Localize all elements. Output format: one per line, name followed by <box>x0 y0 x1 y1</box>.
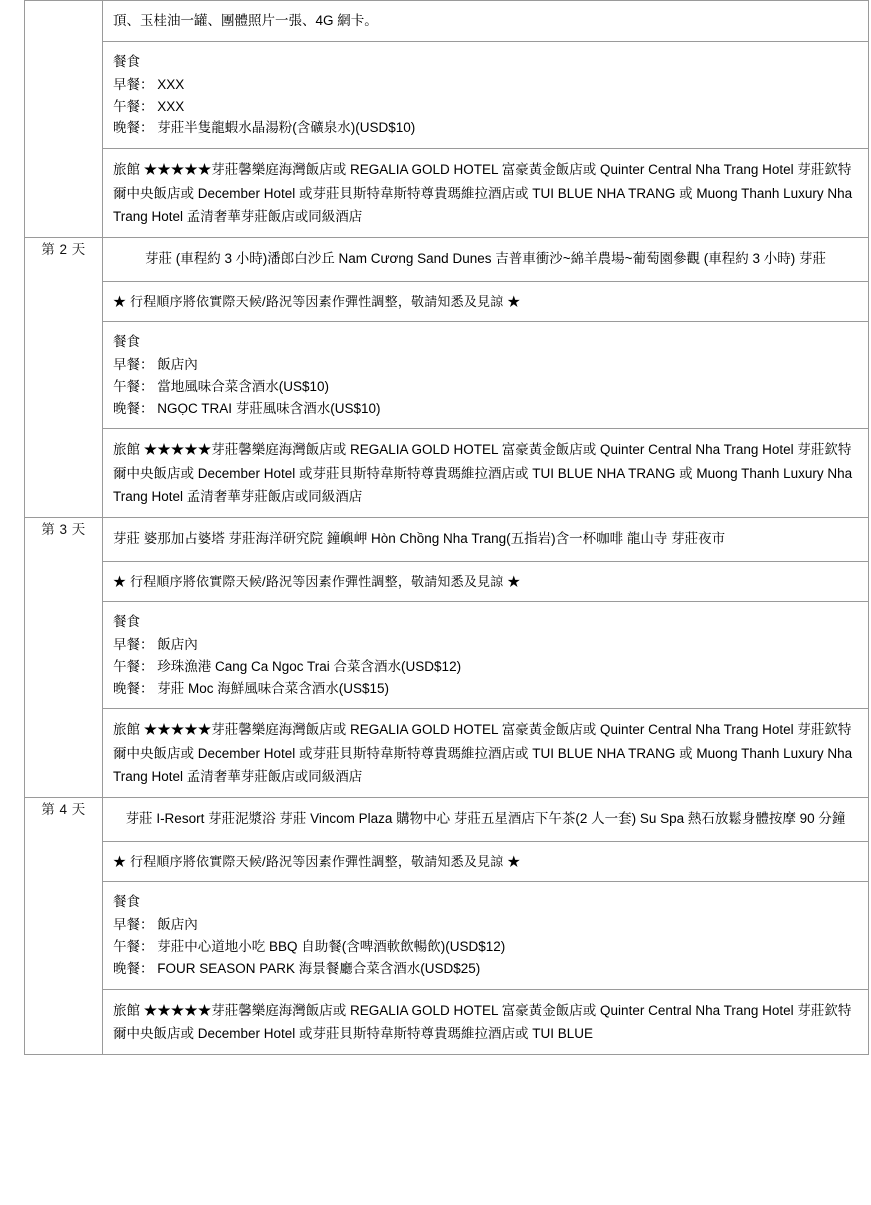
meal-lunch: 午餐： XXX <box>113 98 185 114</box>
continuation-text: 頂、玉桂油一罐、團體照片一張、4G 網卡。 <box>103 1 868 42</box>
day-content-cell <box>103 237 869 517</box>
meal-lunch: 午餐： 芽莊中心道地小吃 BBQ 自助餐(含啤酒軟飲暢飲)(USD$12) <box>113 938 506 954</box>
meal-breakfast: 早餐： 飯店內 <box>113 636 198 652</box>
flexibility-note: ★ 行程順序將依實際天候/路況等因素作彈性調整，敬請知悉及見諒 ★ <box>103 842 868 882</box>
table-row <box>25 1 869 238</box>
hotel-block: 旅館 ★★★★★芽莊馨樂庭海灣飯店或 REGALIA GOLD HOTEL 富豪黃金飯店或 Quinter Central Nha Trang Hotel 芽莊欽特爾中央飯店或 December Hotel 或芽莊貝斯特韋斯特尊貴瑪維拉酒店或 TUI BLUE NHA TRANG 或 Muong Thanh Luxury Nha Trang Hotel 孟清奢華芽莊飯店或同級酒店 <box>113 162 853 224</box>
day-label-cell: 第 2 天 <box>25 237 103 517</box>
meal-heading: 餐食 <box>113 894 140 910</box>
meal-heading: 餐食 <box>113 333 140 349</box>
meal-lunch: 午餐： 當地風味合菜含酒水(US$10) <box>113 378 330 394</box>
day-title: 芽莊 婆那加占婆塔 芽莊海洋研究院 鐘嶼岬 Hòn Chồng Nha Trang(五指岩)含一杯咖啡 龍山寺 芽莊夜市 <box>103 518 868 562</box>
table-row <box>25 798 869 1055</box>
meal-breakfast: 早餐： 飯店內 <box>113 916 198 932</box>
table-row <box>25 518 869 798</box>
meal-heading: 餐食 <box>113 53 140 69</box>
day-label-cell: 第 4 天 <box>25 798 103 1055</box>
day-content-cell <box>103 798 869 1055</box>
itinerary-body <box>25 1 869 1055</box>
table-row <box>25 237 869 517</box>
day-title: 芽莊 (車程約 3 小時)潘郎白沙丘 Nam Cương Sand Dunes 吉普車衝沙~綿羊農場~葡萄園參觀 (車程約 3 小時) 芽莊 <box>103 238 868 282</box>
meal-breakfast: 早餐： 飯店內 <box>113 356 198 372</box>
day-label-cell: 第 3 天 <box>25 518 103 798</box>
day-title: 芽莊 I-Resort 芽莊泥漿浴 芽莊 Vincom Plaza 購物中心 芽莊五星酒店下午茶(2 人一套) Su Spa 熱石放鬆身體按摩 90 分鐘 <box>103 798 868 842</box>
day-content-cell <box>103 518 869 798</box>
hotel-block: 旅館 ★★★★★芽莊馨樂庭海灣飯店或 REGALIA GOLD HOTEL 富豪黃金飯店或 Quinter Central Nha Trang Hotel 芽莊欽特爾中央飯店或 December Hotel 或芽莊貝斯特韋斯特尊貴瑪維拉酒店或 TUI BLUE <box>113 1002 852 1041</box>
meal-breakfast: 早餐： XXX <box>113 76 185 92</box>
hotel-block: 旅館 ★★★★★芽莊馨樂庭海灣飯店或 REGALIA GOLD HOTEL 富豪黃金飯店或 Quinter Central Nha Trang Hotel 芽莊欽特爾中央飯店或 December Hotel 或芽莊貝斯特韋斯特尊貴瑪維拉酒店或 TUI BLUE NHA TRANG 或 Muong Thanh Luxury Nha Trang Hotel 孟清奢華芽莊飯店或同級酒店 <box>113 442 853 504</box>
meal-heading: 餐食 <box>113 614 140 630</box>
meal-lunch: 午餐： 珍珠漁港 Cang Ca Ngoc Trai 合菜含酒水(USD$12) <box>113 658 462 674</box>
meals-block <box>103 42 868 149</box>
meal-dinner: 晚餐： 芽莊 Moc 海鮮風味合菜含酒水(US$15) <box>113 680 390 696</box>
meals-block <box>103 322 868 429</box>
day-label-cell <box>25 1 103 238</box>
meals-block <box>103 882 868 989</box>
flexibility-note: ★ 行程順序將依實際天候/路況等因素作彈性調整，敬請知悉及見諒 ★ <box>103 282 868 322</box>
day-content-cell <box>103 1 869 238</box>
meal-dinner: 晚餐： NGỌC TRAI 芽莊風味含酒水(US$10) <box>113 400 381 416</box>
flexibility-note: ★ 行程順序將依實際天候/路況等因素作彈性調整，敬請知悉及見諒 ★ <box>103 562 868 602</box>
meals-block <box>103 602 868 709</box>
meal-dinner: 晚餐： 芽莊半隻龍蝦水晶湯粉(含礦泉水)(USD$10) <box>113 120 416 136</box>
hotel-block: 旅館 ★★★★★芽莊馨樂庭海灣飯店或 REGALIA GOLD HOTEL 富豪黃金飯店或 Quinter Central Nha Trang Hotel 芽莊欽特爾中央飯店或 December Hotel 或芽莊貝斯特韋斯特尊貴瑪維拉酒店或 TUI BLUE NHA TRANG 或 Muong Thanh Luxury Nha Trang Hotel 孟清奢華芽莊飯店或同級酒店 <box>113 722 853 784</box>
itinerary-table <box>24 0 869 1055</box>
meal-dinner: 晚餐： FOUR SEASON PARK 海景餐廳合菜含酒水(USD$25) <box>113 960 481 976</box>
